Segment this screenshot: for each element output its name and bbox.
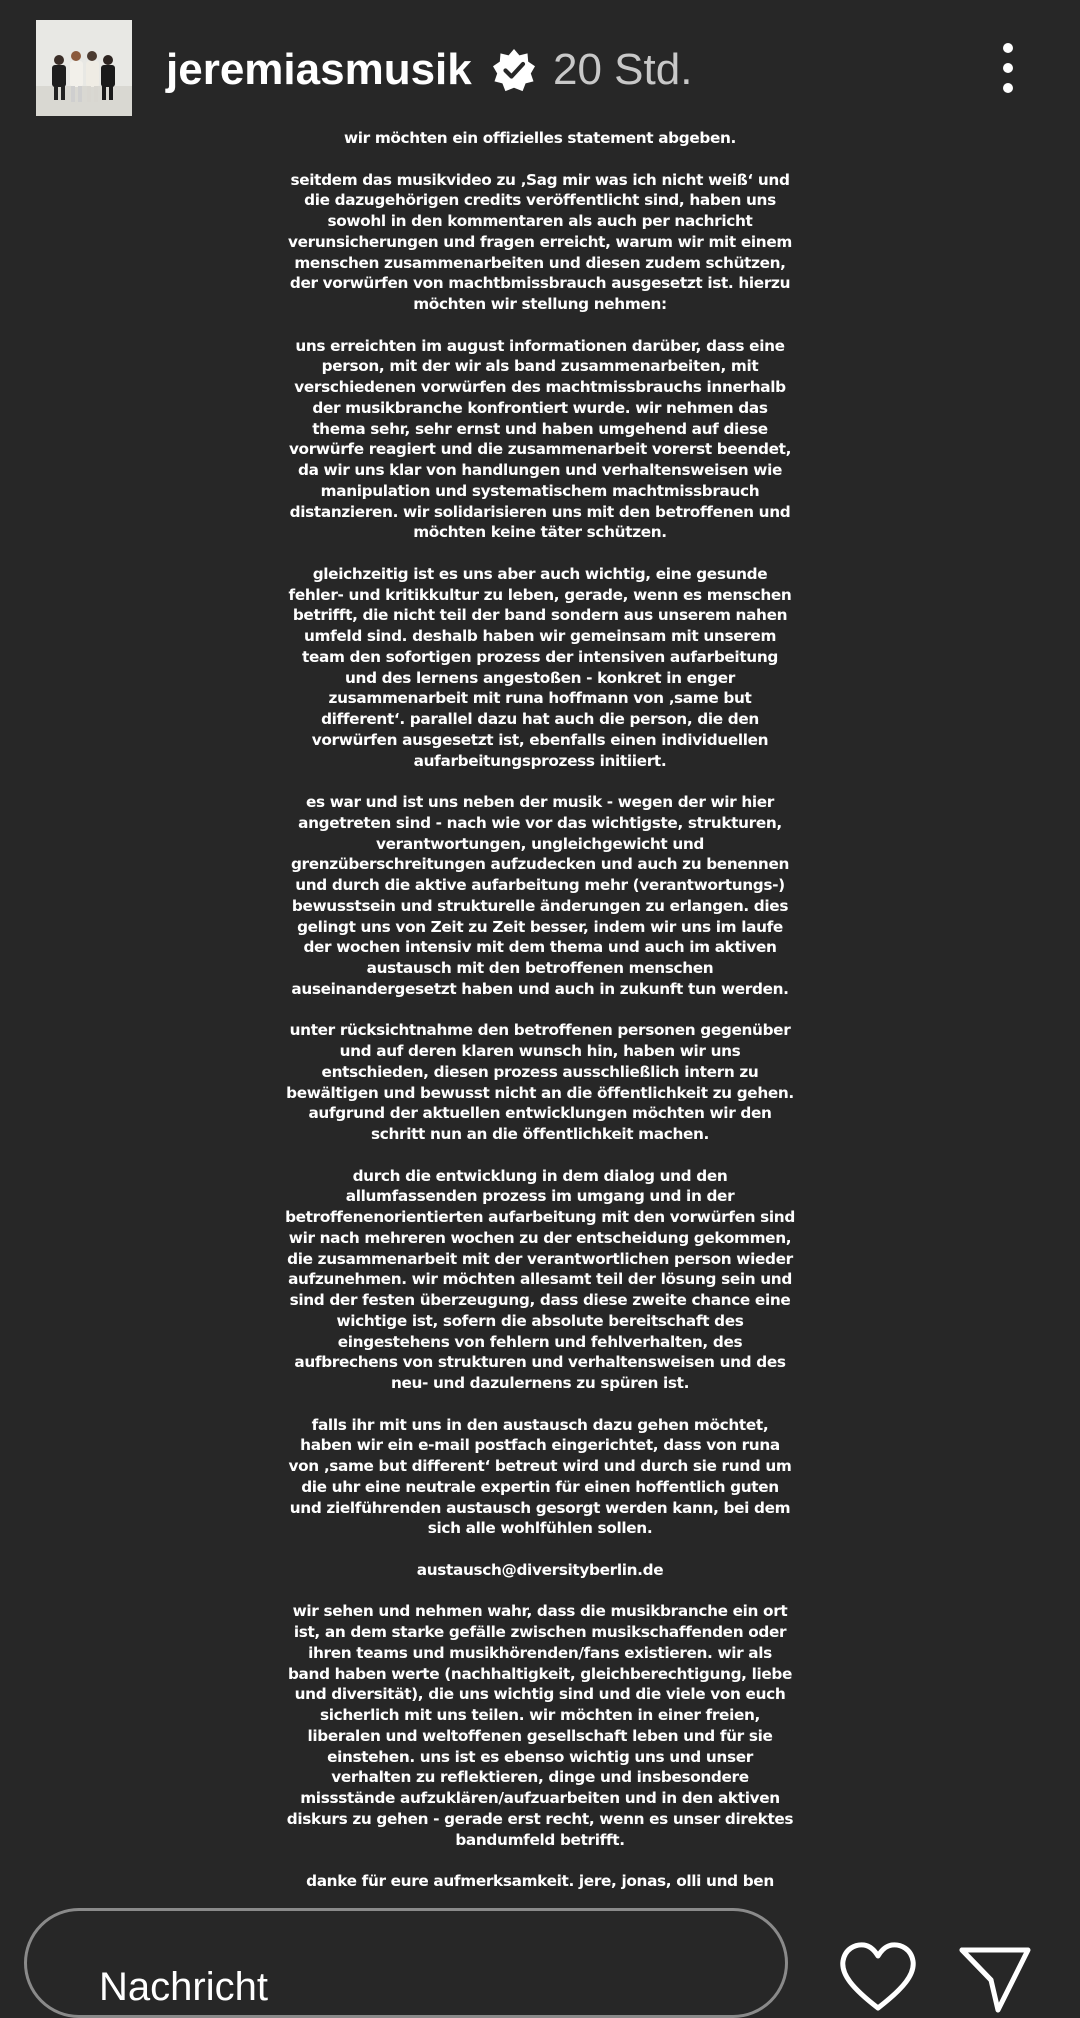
statement-email: austausch@diversityberlin.de	[416, 1560, 664, 1579]
message-input[interactable]	[24, 1908, 788, 2018]
verified-badge-icon	[492, 48, 536, 92]
statement-paragraph: es war und ist uns neben der musik - wegen der wir hier angetreten sind - nach wie vor das wichtigste, strukturen, verantwortungen, ungleichgewicht und grenzüberschreitungen aufzudecken und auch zu benennen und durch die aktive aufarbeitung mehr (verantwortungs-) bewusstsein und strukturelle änderungen zu erlangen. dies gelingt uns von Zeit zu Zeit besser, indem wir uns im laufe der wochen intensiv mit dem thema und auch im aktiven austausch mit den betroffenen menschen auseinandergesetzt haben und auch in zukunft tun werden.	[290, 793, 790, 998]
statement-paragraph: seitdem das musikvideo zu ‚Sag mir was ich nicht weiß‘ und die dazugehörigen credits veröffentlicht sind, haben uns sowohl in den kommentaren als auch per nachricht verunsicherungen und fragen erreicht, warum wir mit einem menschen zusammenarbeiten und diesen zudem schützen, der vorwürfen von machtbmissbrauch ausgesetzt ist. hierzu möchten wir stellung nehmen:	[288, 170, 792, 313]
heart-icon[interactable]	[838, 1942, 918, 2012]
story-header	[0, 0, 1080, 130]
send-icon[interactable]	[958, 1944, 1032, 2014]
statement-paragraph: wir sehen und nehmen wahr, dass die musikbranche ein ort ist, an dem starke gefälle zwischen musikschaffenden oder ihren teams und musikhörenden/fans existieren. wir als band haben werte (nachhaltigkeit, gleichberechtigung, liebe und diversität), die uns wichtig sind und die viele von euch sicherlich mit uns teilen. wir möchten in einer freien, liberalen und weltoffenen gesellschaft leben und für sie einstehen. uns ist es ebenso wichtig uns und unser verhalten zu reflektieren, dinge und insbesondere missstände aufzuklären/aufzuarbeiten und in den aktiven diskurs zu gehen - gerade erst recht, wenn es unser direktes bandumfeld betrifft.	[286, 1602, 794, 1849]
statement-text	[285, 128, 795, 1892]
message-placeholder: Nachricht	[99, 1965, 268, 2009]
avatar[interactable]	[36, 20, 132, 116]
statement-paragraph: gleichzeitig ist es uns aber auch wichtig, eine gesunde fehler- und kritikkultur zu leben, gerade, wenn es menschen betrifft, die nicht teil der band sondern aus unserem nahen umfeld sind. deshalb haben wir gemeinsam mit unserem team den sofortigen prozess der intensiven aufarbeitung und des lernens angestoßen - konkret in enger zusammenarbeit mit runa hoffmann von ‚same but different‘. parallel dazu hat auch die person, die den vorwürfen ausgesetzt ist, ebenfalls einen individuellen aufarbeitungsprozess initiiert.	[288, 564, 792, 770]
username[interactable]: jeremiasmusik	[166, 45, 472, 94]
band-photo-avatar	[36, 20, 132, 116]
statement-signoff: danke für eure aufmerksamkeit. jere, jonas, olli und ben	[306, 1872, 774, 1890]
story-timestamp: 20 Std.	[553, 45, 693, 94]
statement-paragraph: wir möchten ein offizielles statement abgeben.	[343, 129, 737, 147]
statement-paragraph: durch die entwicklung in dem dialog und den allumfassenden prozess im umgang und in der betroffenenorientierten aufarbeitung mit den vorwürfen sind wir nach mehreren wochen zu der entscheidung gekommen, die zusammenarbeit mit der verantwortlichen person wieder aufzunehmen. wir möchten allesamt teil der lösung sein und sind der festen überzeugung, dass diese zweite chance eine wichtige ist, sofern die absolute bereitschaft des eingestehens von fehlern und fehlverhalten, des aufbrechens von strukturen und verhaltensweisen und des neu- und dazulernens zu spüren ist.	[285, 1166, 795, 1392]
statement-paragraph: unter rücksichtnahme den betroffenen personen gegenüber und auf deren klaren wunsch hin, haben wir uns entschieden, diesen prozess ausschließlich intern zu bewältigen und bewusst nicht an die öffentlichkeit zu gehen. aufgrund der aktuellen entwicklungen möchten wir den schritt nun an die öffentlichkeit machen.	[286, 1021, 794, 1143]
statement-paragraph: uns erreichten im august informationen darüber, dass eine person, mit der wir als band zusammenarbeiten, mit verschiedenen vorwürfen des machtmissbrauchs innerhalb der musikbranche konfrontiert wurde. wir nehmen das thema sehr, sehr ernst und haben umgehend auf diese vorwürfe reagiert und die zusammenarbeit vorerst beendet, da wir uns klar von handlungen und verhaltensweisen wie manipulation und systematischem machtmissbrauch distanzieren. wir solidarisieren uns mit den betroffenen und möchten keine täter schützen.	[288, 336, 792, 542]
statement-paragraph: falls ihr mit uns in den austausch dazu gehen möchtet, haben wir ein e-mail postfach eingerichtet, dass von runa von ‚same but different‘ betreut wird und durch sie rund um die uhr eine neutrale expertin für einen hoffentlich guten und zielführenden austausch gesorgt werden kann, bei dem sich alle wohlfühlen sollen.	[288, 1415, 792, 1538]
more-vertical-icon[interactable]	[990, 40, 1026, 96]
reply-bar	[0, 1900, 1080, 2009]
